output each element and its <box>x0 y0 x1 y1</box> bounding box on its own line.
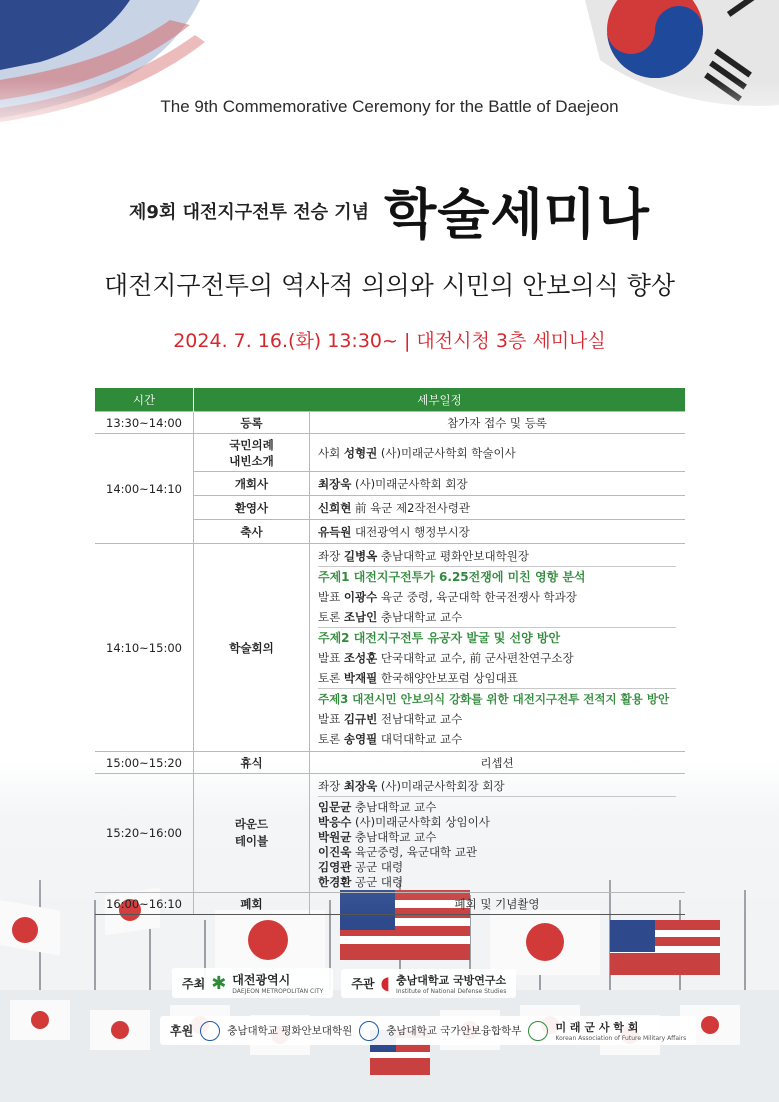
cnu-emblem-icon <box>200 1021 220 1041</box>
table-row <box>95 893 685 915</box>
daejeon-city-logo-icon: ✱ <box>211 972 227 994</box>
support-3: 미 래 군 사 학 회 <box>555 1021 639 1034</box>
panelist: 한경환 공군 대령 <box>318 875 404 889</box>
discussant-line: 토론 송영필 대덕대학교 교수 <box>318 732 463 746</box>
panelist: 김영관 공군 대령 <box>318 860 404 874</box>
row-item: 학술회의 <box>194 544 310 752</box>
row-time: 14:10~15:00 <box>95 544 194 752</box>
row-detail <box>310 544 686 752</box>
host-organizer-row <box>172 968 516 998</box>
row-item: 환영사 <box>194 496 310 520</box>
title-prefix: 제9회 대전지구전투 전승 기념 <box>129 201 370 223</box>
row-detail: 폐회 및 기념촬영 <box>310 893 686 915</box>
seminar-theme: 대전지구전투의 역사적 의의와 시민의 안보의식 향상 <box>103 271 676 300</box>
presenter-line: 발표 김규빈 전남대학교 교수 <box>318 712 463 726</box>
support-3-block <box>555 1019 686 1042</box>
date-and-venue: 2024. 7. 16.(화) 13:30~ | 대전시청 3층 세미나실 <box>173 330 606 352</box>
row-detail: 참가자 접수 및 등록 <box>310 412 686 434</box>
title-row <box>0 172 779 249</box>
row-detail: 유득원 대전광역시 행정부시장 <box>310 520 686 544</box>
organizer-name-en: Institute of National Defense Studies <box>396 987 507 995</box>
row-item: 등록 <box>194 412 310 434</box>
topic-2: 주제2 대전지구전투 유공자 발굴 및 선양 방안 <box>318 631 561 645</box>
future-military-logo-icon <box>528 1021 548 1041</box>
table-row <box>95 774 685 893</box>
row-detail: 최장욱 (사)미래군사학회 회장 <box>310 472 686 496</box>
topic-1: 주제1 대전지구전투가 6.25전쟁에 미친 영향 분석 <box>318 570 586 584</box>
top-flag-background <box>0 0 779 150</box>
row-item: 국민의례 내빈소개 <box>194 434 310 472</box>
cnu-emblem-icon <box>359 1021 379 1041</box>
schedule-table <box>95 388 685 915</box>
table-row <box>95 434 685 472</box>
row-item: 휴식 <box>194 752 310 774</box>
support-1: 충남대학교 평화안보대학원 <box>227 1025 353 1037</box>
discussant-line: 토론 박재필 한국해양안보포럼 상임대표 <box>318 671 518 685</box>
table-row <box>95 412 685 434</box>
panelist: 박응수 (사)미래군사학회 상임이사 <box>318 815 490 829</box>
row-time: 16:00~16:10 <box>95 893 194 915</box>
row-item: 폐회 <box>194 893 310 915</box>
discussant-line: 토론 조남인 충남대학교 교수 <box>318 610 463 624</box>
chair-line: 좌장 길병옥 충남대학교 평화안보대학원장 <box>318 549 529 563</box>
row-detail <box>310 774 686 893</box>
row-item: 라운드 테이블 <box>194 774 310 893</box>
divider <box>318 796 676 797</box>
defense-institute-logo-icon: ◖ <box>380 972 391 994</box>
english-subtitle: The 9th Commemorative Ceremony for the Battle of Daejeon <box>160 97 619 116</box>
organizer-block <box>341 969 516 998</box>
support-row <box>160 1016 696 1045</box>
host-name-block <box>232 971 323 995</box>
table-header-row <box>95 388 685 412</box>
topic-3: 주제3 대전시민 안보의식 강화를 위한 대전지구전투 전적지 활용 방안 <box>318 692 670 706</box>
table-row <box>95 544 685 752</box>
organizer-name-block <box>396 972 506 995</box>
row-detail: 리셉션 <box>310 752 686 774</box>
header-detail: 세부일정 <box>194 388 686 412</box>
support-2: 충남대학교 국가안보융합학부 <box>386 1025 522 1037</box>
support-block <box>160 1016 696 1045</box>
row-time: 15:00~15:20 <box>95 752 194 774</box>
page-title: 학술세미나 <box>384 183 650 246</box>
support-label: 후원 <box>170 1024 194 1038</box>
row-detail: 사회 성형권 (사)미래군사학회 학술이사 <box>310 434 686 472</box>
row-item: 축사 <box>194 520 310 544</box>
host-label: 주최 <box>182 976 206 991</box>
support-3-en: Korean Association of Future Military Affairs <box>555 1035 687 1042</box>
panel-list <box>318 800 684 890</box>
row-item: 개회사 <box>194 472 310 496</box>
row-time: 14:00~14:10 <box>95 434 194 544</box>
header-time: 시간 <box>95 388 194 412</box>
row-detail: 신희현 前 육군 제2작전사령관 <box>310 496 686 520</box>
panelist: 임문균 충남대학교 교수 <box>318 800 437 814</box>
host-block <box>172 968 333 998</box>
panelist: 이진욱 육군중령, 육군대학 교관 <box>318 845 478 859</box>
organizer-label: 주관 <box>351 976 375 991</box>
row-time: 15:20~16:00 <box>95 774 194 893</box>
host-name-en: DAEJEON METROPOLITAN CITY <box>232 988 324 995</box>
chair-line: 좌장 최장욱 (사)미래군사학회장 회장 <box>318 779 505 793</box>
row-time: 13:30~14:00 <box>95 412 194 434</box>
panelist: 박원균 충남대학교 교수 <box>318 830 437 844</box>
table-row <box>95 752 685 774</box>
presenter-line: 발표 조성훈 단국대학교 교수, 前 군사편찬연구소장 <box>318 651 574 665</box>
organizer-name: 충남대학교 국방연구소 <box>396 973 507 987</box>
presenter-line: 발표 이광수 육군 중령, 육군대학 한국전쟁사 학과장 <box>318 590 577 604</box>
host-name: 대전광역시 <box>232 973 291 987</box>
